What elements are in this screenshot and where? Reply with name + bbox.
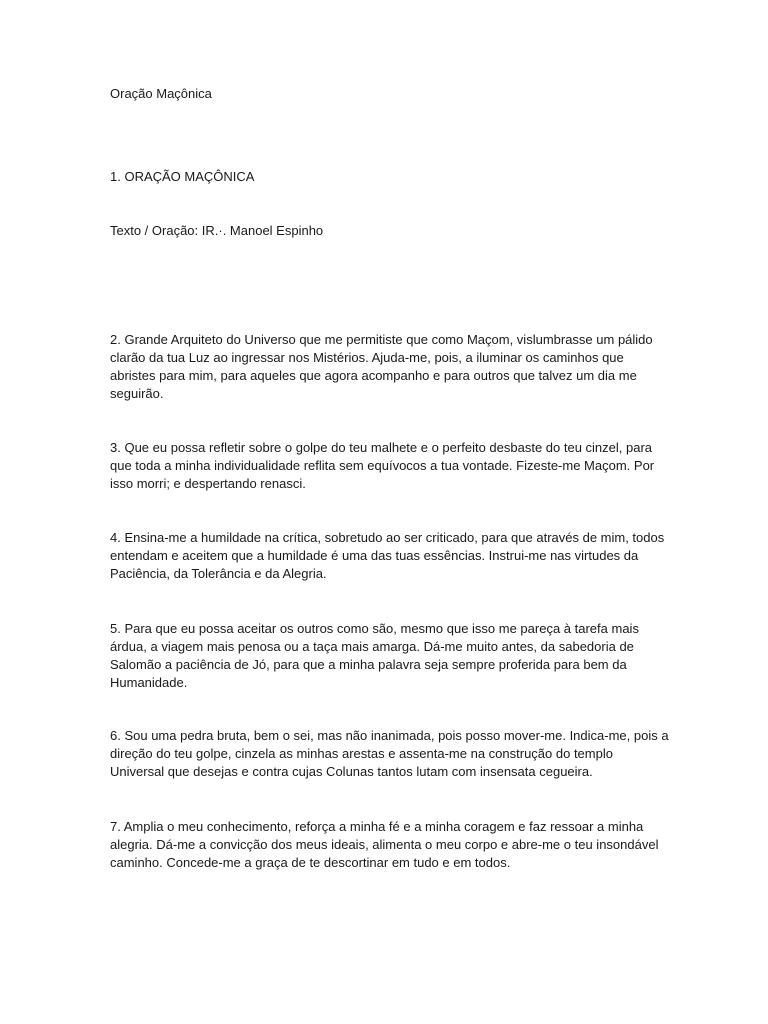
section-heading: 1. ORAÇÃO MAÇÔNICA xyxy=(110,169,255,184)
prayer-paragraph-3: 3. Que eu possa refletir sobre o golpe do teu malhete e o perfeito desbaste do teu cinzel, para que toda a minha individualidade reflita sem equívocos a tua vontade. Fizeste-me Maçom. Por isso morri; e despertando renasci. xyxy=(110,440,655,491)
prayer-paragraph-7: 7. Amplia o meu conhecimento, reforça a minha fé e a minha coragem e faz ressoar a minha alegria. Dá-me a convicção dos meus ideais, alimenta o meu corpo e abre-me o teu insondável caminho. Concede-me a graça de te descortinar em tudo e em todos. xyxy=(110,819,659,870)
prayer-paragraph-5: 5. Para que eu possa aceitar os outros como são, mesmo que isso me pareça à tarefa mais árdua, a viagem mais penosa ou a taça mais amarga. Dá-me muito antes, da sabedoria de Salomão a paciência de Jó, para que a minha palavra seja sempre proferida para bem da Humanidade. xyxy=(110,621,639,690)
prayer-paragraph-6: 6. Sou uma pedra bruta, bem o sei, mas não inanimada, pois posso mover-me. Indica-me, pois a direção do teu golpe, cinzela as minhas arestas e assenta-me na construção do templo Universal que desejas e contra cujas Colunas tantos lutam com insensata cegueira. xyxy=(110,728,669,779)
document-title: Oração Maçônica xyxy=(110,86,212,101)
prayer-paragraph-4: 4. Ensina-me a humildade na crítica, sobretudo ao ser criticado, para que através de mim, todos entendam e aceitem que a humildade é uma das tuas essências. Instrui-me nas virtudes da Paciência, da Tolerância e da Alegria. xyxy=(110,530,665,581)
prayer-paragraph-2: 2. Grande Arquiteto do Universo que me permitiste que como Maçom, vislumbrasse um pálido clarão da tua Luz ao ingressar nos Mistérios. Ajuda-me, pois, a iluminar os caminhos que abristes para mim, para aqueles que agora acompanho e para outros que talvez um dia me seguirão. xyxy=(110,332,653,401)
author-credit: Texto / Oração: IR.·. Manoel Espinho xyxy=(110,223,324,238)
